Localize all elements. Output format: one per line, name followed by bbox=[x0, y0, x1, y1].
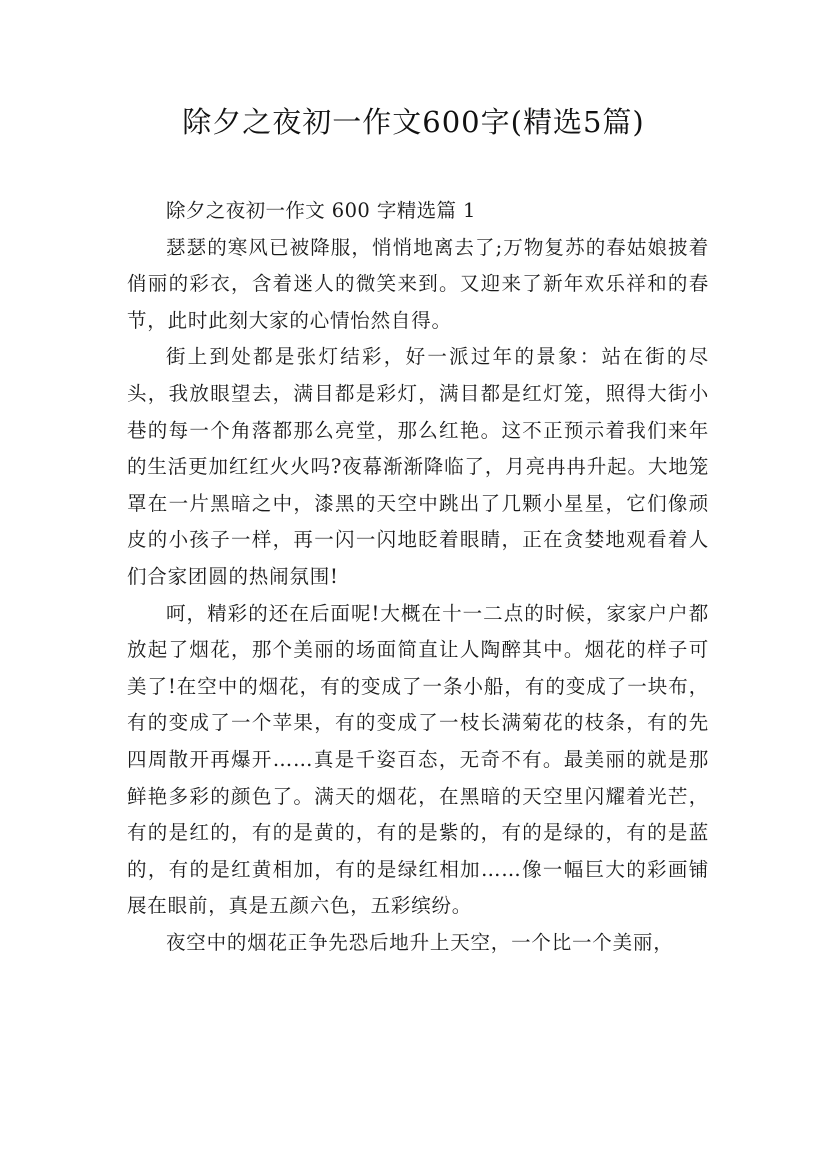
paragraph-3: 呵，精彩的还在后面呢!大概在十一二点的时候，家家户户都放起了烟花，那个美丽的场面简直让人陶醉其中。烟花的样子可美了!在空中的烟花，有的变成了一条小船，有的变成了一块布，有的变成了一个苹果，有的变成了一枝长满菊花的枝条，有的先四周散开再爆开……真是千姿百态，无奇不有。最美丽的就是那鲜艳多彩的颜色了。满天的烟花，在黑暗的天空里闪耀着光芒，有的是红的，有的是黄的，有的是紫的，有的是绿的，有的是蓝的，有的是红黄相加，有的是绿红相加……像一幅巨大的彩画铺展在眼前，真是五颜六色，五彩缤纷。 bbox=[127, 601, 709, 918]
section-heading: 除夕之夜初一作文 600 字精选篇 1 bbox=[166, 199, 476, 222]
document-body bbox=[127, 193, 709, 961]
document-title: 除夕之夜初一作文600字(精选5篇) bbox=[182, 105, 645, 139]
paragraph-4: 夜空中的烟花正争先恐后地升上天空，一个比一个美丽， bbox=[166, 930, 674, 954]
paragraph-2: 街上到处都是张灯结彩，好一派过年的景象：站在街的尽头，我放眼望去，满目都是彩灯，满目都是红灯笼，照得大街小巷的每一个角落都那么亮堂，那么红艳。这不正预示着我们来年的生活更加红红火火吗?夜幕渐渐降临了，月亮冉冉升起。大地笼罩在一片黑暗之中，漆黑的天空中跳出了几颗小星星，它们像顽皮的小孩子一样，再一闪一闪地眨着眼睛，正在贪婪地观看着人们合家团圆的热闹氛围! bbox=[127, 345, 709, 588]
paragraph-1: 瑟瑟的寒风已被降服，悄悄地离去了;万物复苏的春姑娘披着俏丽的彩衣，含着迷人的微笑来到。又迎来了新年欢乐祥和的春节，此时此刻大家的心情怡然自得。 bbox=[127, 235, 709, 332]
